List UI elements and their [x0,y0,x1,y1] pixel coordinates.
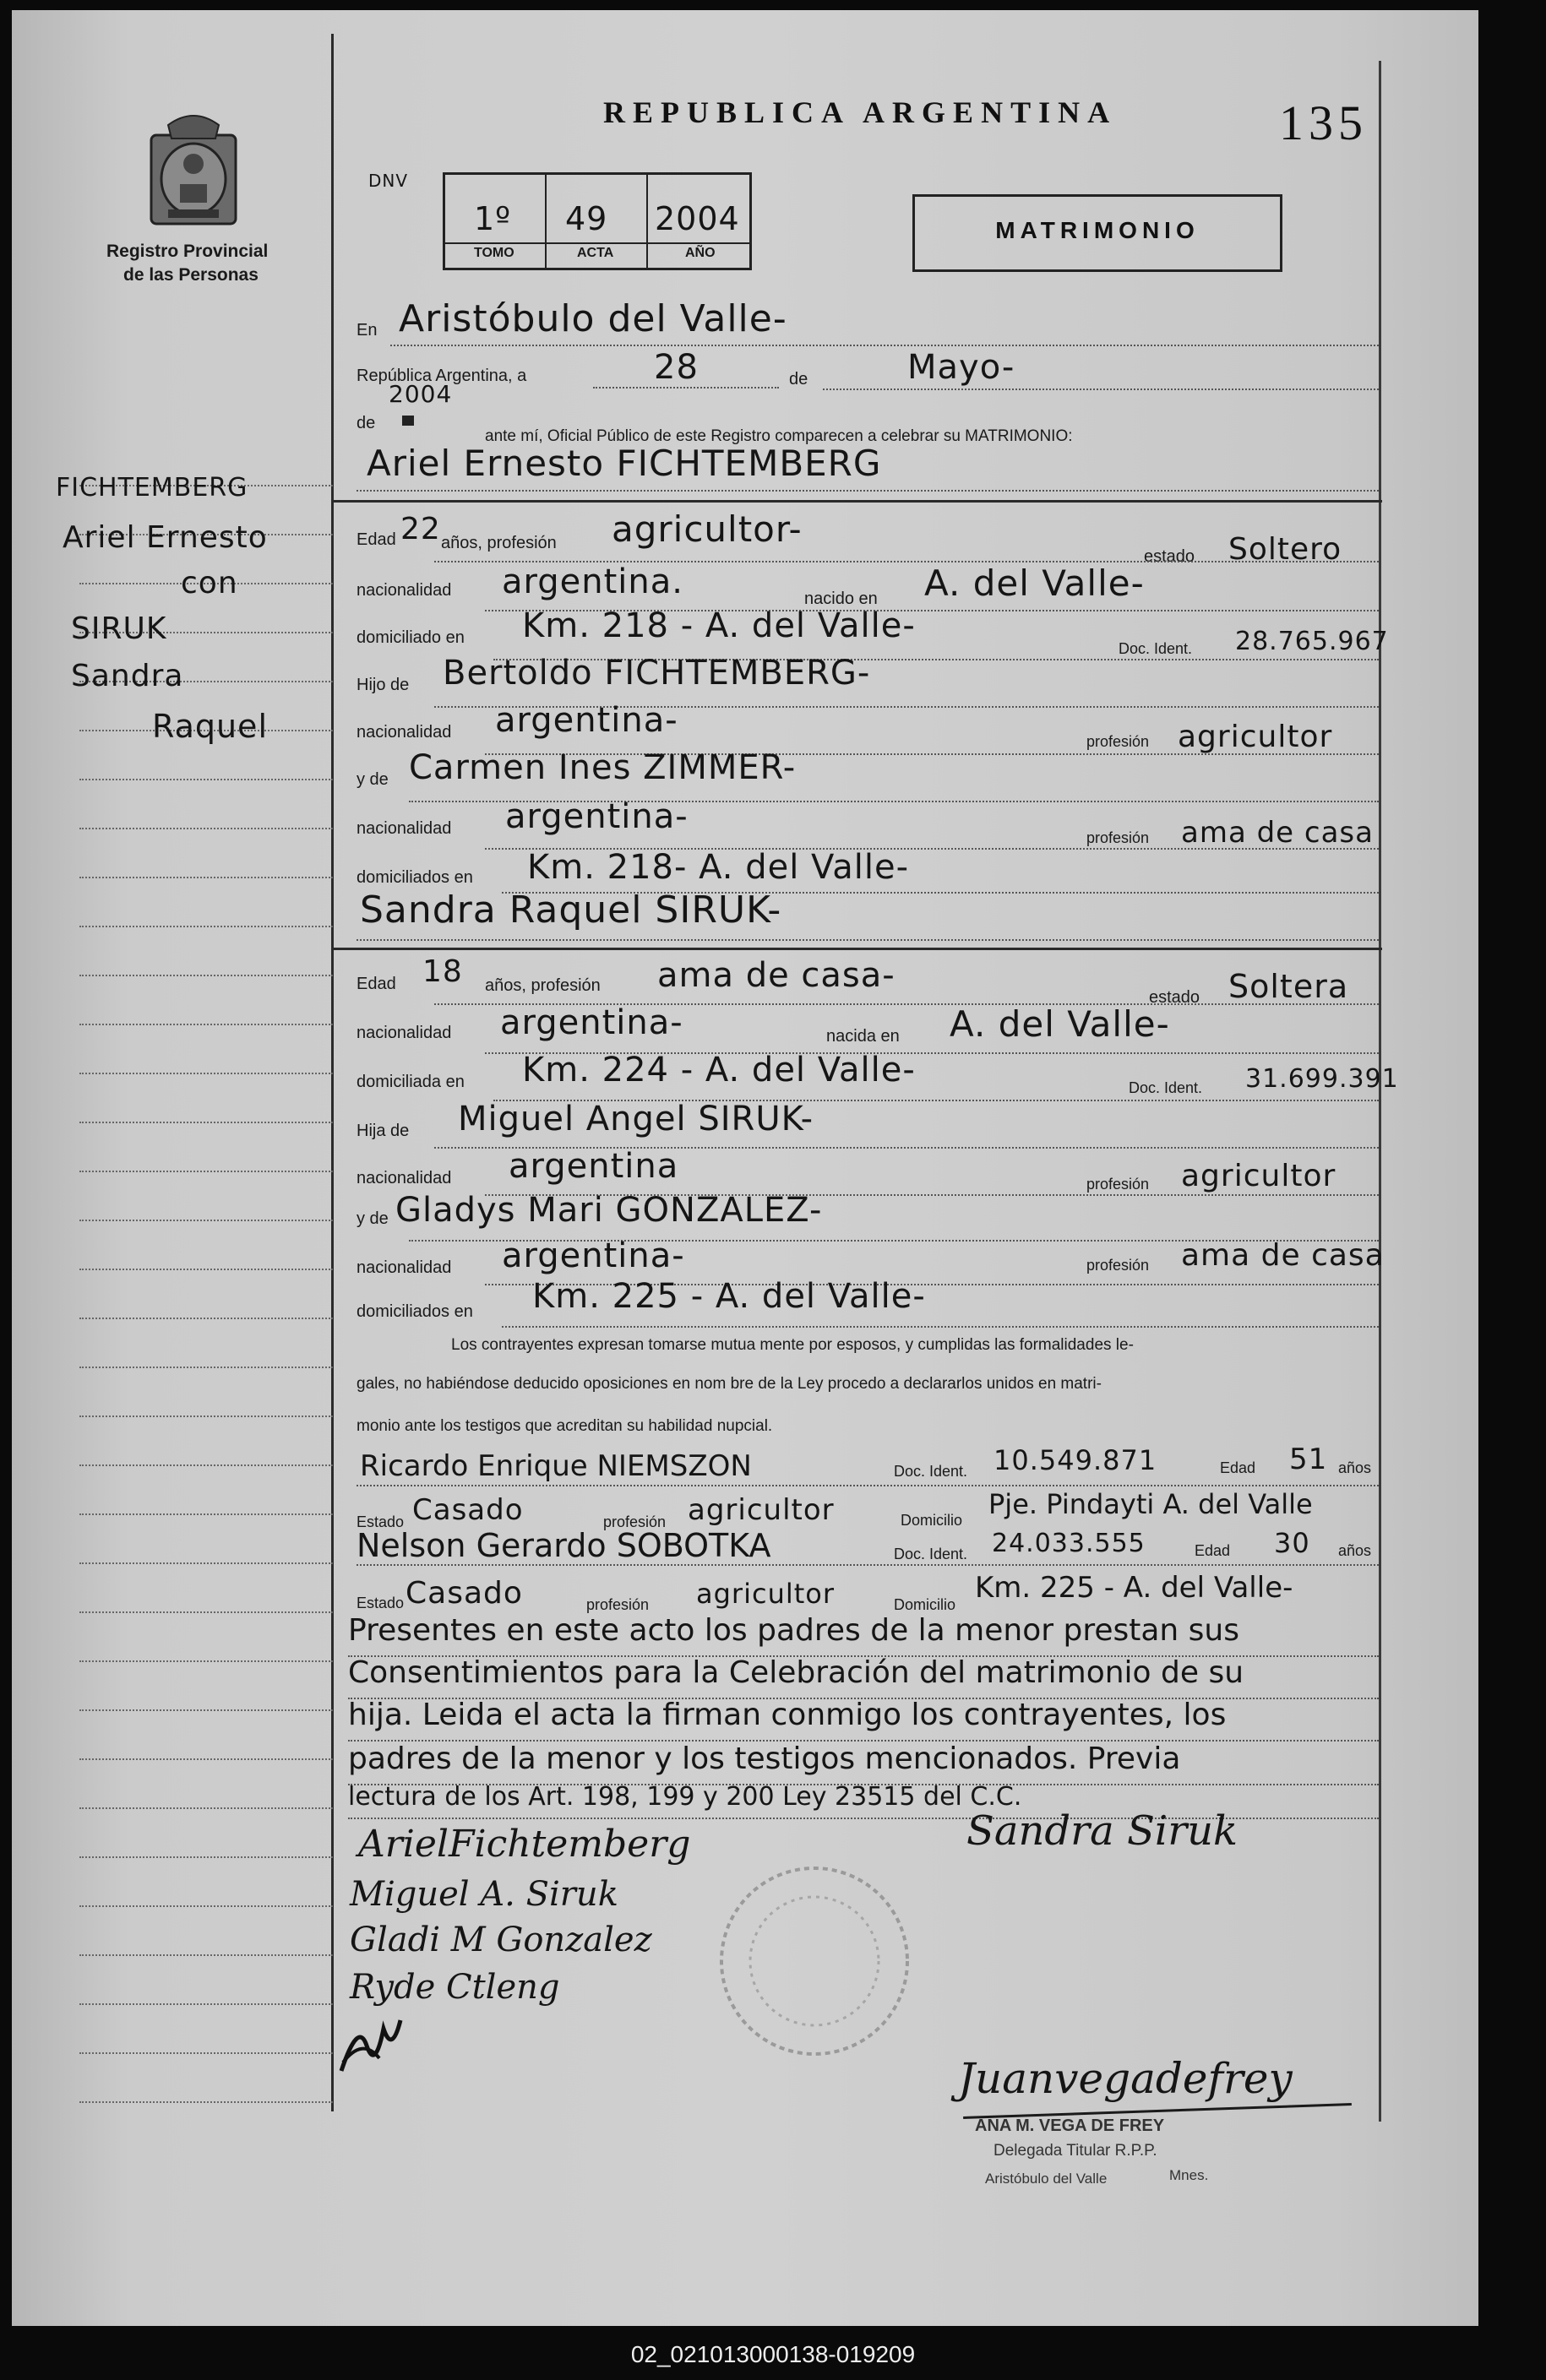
witness2-dom-label: Domicilio [894,1596,956,1613]
margin-line [79,975,333,976]
witness1-address: Pje. Pindayti A. del Valle [988,1488,1313,1520]
groom-doc: 28.765.967 [1235,627,1389,656]
groom-hijo-label: Hijo de [357,676,410,694]
note-line-4: padres de la menor y los testigos mencionados. Previa [348,1742,1181,1776]
witness2-profession: agricultor [696,1578,836,1610]
image-footer-bar [0,2328,1546,2380]
registry-name-line2: de las Personas [123,265,259,285]
groom-dom-label: domiciliado en [357,628,465,647]
margin-line [79,1856,333,1858]
groom-father-prof-label: profesión [1086,733,1150,750]
margin-line [79,1073,333,1074]
bride-hija-label: Hija de [357,1122,410,1140]
margin-surname-2: SIRUK [71,611,167,646]
ceremony-day: 28 [654,348,699,387]
bride-full-name: Sandra Raquel SIRUK- [360,888,782,932]
groom-father-nationality: argentina- [495,701,678,740]
note-line-1: Presentes en este acto los padres de la menor prestan sus [348,1613,1240,1648]
bride-civil-status: Soltera [1228,968,1349,1005]
en-label: En [357,321,378,340]
groom-yde-label: y de [357,770,389,789]
bride-nationality: argentina- [500,1003,683,1042]
bride-mother: Gladys Mari GONZALEZ- [395,1191,823,1230]
margin-line [79,2052,333,2054]
page-number: 135 [1279,95,1368,150]
groom-estado-label: estado [1144,547,1195,566]
groom-name-line [357,490,1379,492]
declaration-line-2: gales, no habiéndose deducido oposiciones en nom bre de la Ley procedo a declararlos unidos en matri- [357,1375,1102,1393]
place-line [390,345,1379,346]
groom-mother-nac-label: nacionalidad [357,819,452,838]
witness2-doc: 24.033.555 [992,1529,1146,1558]
groom-birthplace: A. del Valle- [924,562,1145,604]
margin-line [79,2003,333,2005]
registry-name-line1: Registro Provincial [106,242,269,261]
witness1-age: 51 [1289,1443,1328,1476]
margin-line [79,779,333,780]
record-id-box [443,172,752,270]
ano-label: AÑO [685,246,716,260]
witness2-anos-label: años [1338,1542,1372,1559]
witness1-name: Ricardo Enrique NIEMSZON [360,1449,752,1483]
witness1-prof-label: profesión [603,1513,667,1530]
witness1-estado-label: Estado [357,1513,405,1530]
box-divider-2 [646,175,648,268]
witness2-edad-label: Edad [1195,1542,1231,1559]
official-name: ANA M. VEGA DE FREY [975,2116,1165,2135]
witness1-doc-label: Doc. Ident. [894,1463,968,1480]
tomo-label: TOMO [474,246,514,260]
bride-father-prof-label: profesión [1086,1176,1150,1193]
bride-mother-nac-label: nacionalidad [357,1258,452,1277]
official-title: Delegada Titular R.P.P. [993,2142,1157,2160]
groom-mother-profession: ama de casa [1181,816,1374,850]
bride-profesion-label: años, profesión [485,976,601,995]
groom-profession: agricultor- [612,508,803,550]
bride-nac-label: nacionalidad [357,1024,452,1042]
groom-age: 22 [400,512,441,546]
official-signature: Juanvegadefrey [958,2054,1293,2103]
witness-scribble-signature [333,2012,409,2079]
groom-mother-prof-label: profesión [1086,829,1150,846]
witness2-age: 30 [1274,1527,1310,1559]
groom-civil-status: Soltero [1228,532,1342,567]
bride-parents-address: Km. 225 - A. del Valle- [532,1277,926,1316]
bride-doc: 31.699.391 [1245,1064,1399,1094]
witness-signature: Ryde Ctleng [350,1968,560,2007]
groom-address: Km. 218 - A. del Valle- [522,606,916,645]
groom-signature: ArielFichtemberg [358,1823,691,1866]
groom-parents-dom-label: domiciliados en [357,868,473,887]
margin-line [79,1416,333,1417]
witness2-address: Km. 225 - A. del Valle- [975,1571,1293,1605]
witness1-civil-status: Casado [412,1493,524,1527]
bride-birthplace: A. del Valle- [950,1003,1170,1045]
witness2-civil-status: Casado [406,1576,523,1611]
groom-full-name: Ariel Ernesto FICHTEMBERG [367,443,882,484]
mother-signature: Gladi M Gonzalez [350,1921,652,1959]
father-signature: Miguel A. Siruk [350,1875,618,1914]
bride-address: Km. 224 - A. del Valle- [522,1051,916,1089]
day-line [593,387,779,389]
ceremony-month: Mayo- [907,348,1015,387]
witness2-name: Nelson Gerardo SOBOTKA [357,1527,771,1564]
margin-line [79,1562,333,1564]
file-code: 02_021013000138-019209 [630,2341,916,2367]
witness2-line [357,1564,1379,1566]
note-line-5: lectura de los Art. 198, 199 y 200 Ley 23515 del C.C. [348,1782,1022,1812]
margin-line [79,1954,333,1956]
ceremony-place: Aristóbulo del Valle- [399,297,787,340]
official-office: Aristóbulo del Valle [985,2171,1108,2187]
declaration-line-3: monio ante los testigos que acreditan su habilidad nupcial. [357,1417,773,1435]
margin-names-2a: Sandra [71,659,184,693]
bride-mother-profession: ama de casa [1181,1238,1385,1273]
margin-line [79,1709,333,1711]
ceremony-year: 2004 [389,380,453,408]
acta-value: 49 [565,200,608,237]
tomo-value: 1º [474,200,512,237]
bride-mother-prof-label: profesión [1086,1257,1150,1274]
margin-line [79,1269,333,1270]
note-line-2: Consentimientos para la Celebración del matrimonio de su [348,1655,1244,1690]
bride-estado-label: estado [1149,988,1200,1007]
margin-connector: con [181,566,238,600]
groom-parents-address: Km. 218- A. del Valle- [527,848,910,887]
official-province: Mnes. [1169,2167,1209,2183]
box-label-rule [445,242,749,244]
bride-parents-dom-label: domiciliados en [357,1302,473,1321]
record-type-box [912,194,1282,272]
bride-dom-label: domiciliada en [357,1073,465,1091]
bride-mother-nationality: argentina- [502,1236,685,1275]
coat-of-arms-emblem [143,110,244,232]
margin-line [79,1220,333,1221]
margin-line [79,1171,333,1172]
groom-father-profession: agricultor [1178,720,1333,754]
margin-line [79,1611,333,1613]
bride-father: Miguel Angel SIRUK- [458,1100,814,1138]
margin-line [79,877,333,878]
bride-name-line [357,939,1379,941]
groom-edad-label: Edad [357,530,396,549]
bride-nacida-label: nacida en [826,1027,900,1046]
year-ink-mark [402,416,414,426]
margin-line [79,1513,333,1515]
margin-line [79,2101,333,2103]
appearance-clause: ante mí, Oficial Público de este Registro comparecen a celebrar su MATRIMONIO: [485,427,1073,445]
margin-line [79,1122,333,1123]
margin-line [79,1367,333,1368]
witness1-profession: agricultor [688,1493,835,1527]
note-line-3: hija. Leida el acta la firman conmigo los contrayentes, los [348,1698,1227,1732]
groom-section-rule [331,500,1382,503]
witness1-anos-label: años [1338,1459,1372,1476]
bride-edad-label: Edad [357,975,396,993]
witness1-doc: 10.549.871 [993,1444,1157,1476]
margin-line [79,1660,333,1662]
margin-line [79,1807,333,1809]
month-line [823,389,1379,390]
de-label-month: de [789,370,808,389]
groom-mother-nationality: argentina- [505,797,689,836]
witness2-estado-label: Estado [357,1595,405,1611]
de-label-year: de [357,414,376,432]
margin-line [79,926,333,927]
bride-yde-label: y de [357,1209,389,1228]
margin-line [79,1464,333,1466]
country-title: REPUBLICA ARGENTINA [603,95,1118,129]
groom-profesion-label: años, profesión [441,534,557,552]
bride-age: 18 [422,954,463,989]
republica-label: República Argentina, a [357,367,527,385]
margin-names-2b: Raquel [152,708,268,745]
corner-handwritten-note: DNV [368,171,409,191]
record-type-label: MATRIMONIO [995,217,1200,243]
register-page [12,10,1478,2326]
box-divider-1 [545,175,547,268]
acta-label: ACTA [577,246,614,260]
bride-father-nationality: argentina [509,1147,679,1186]
ano-value: 2004 [655,200,740,237]
groom-father-nac-label: nacionalidad [357,723,452,742]
witness2-prof-label: profesión [586,1596,650,1613]
witness2-doc-label: Doc. Ident. [894,1546,968,1562]
groom-nationality: argentina. [502,562,683,601]
witness1-dom-label: Domicilio [901,1512,963,1529]
bride-father-profession: agricultor [1181,1159,1336,1193]
bride-profession: ama de casa- [657,956,895,995]
bride-doc-label: Doc. Ident. [1129,1079,1203,1096]
bride-signature: Sandra Siruk [966,1807,1238,1855]
bride-father-nac-label: nacionalidad [357,1169,452,1187]
margin-names-1: Ariel Ernesto [63,520,268,555]
margin-line [79,1758,333,1760]
margin-surname-1: FICHTEMBERG [56,473,248,503]
witness1-line [357,1485,1379,1486]
margin-line [79,828,333,829]
margin-line [79,1024,333,1025]
margin-line [79,1318,333,1319]
groom-mother: Carmen Ines ZIMMER- [409,748,797,787]
margin-line [79,1905,333,1907]
groom-nacido-label: nacido en [804,590,878,608]
groom-nac-label: nacionalidad [357,581,452,600]
witness1-edad-label: Edad [1220,1459,1256,1476]
groom-doc-label: Doc. Ident. [1119,640,1193,657]
groom-father: Bertoldo FICHTEMBERG- [443,654,871,693]
bride-section-rule [331,948,1382,950]
bride-parents-dom-line [502,1326,1379,1328]
declaration-line-1: Los contrayentes expresan tomarse mutua mente por esposos, y cumplidas las formalidades le- [451,1336,1134,1354]
official-round-seal [713,1860,916,2062]
